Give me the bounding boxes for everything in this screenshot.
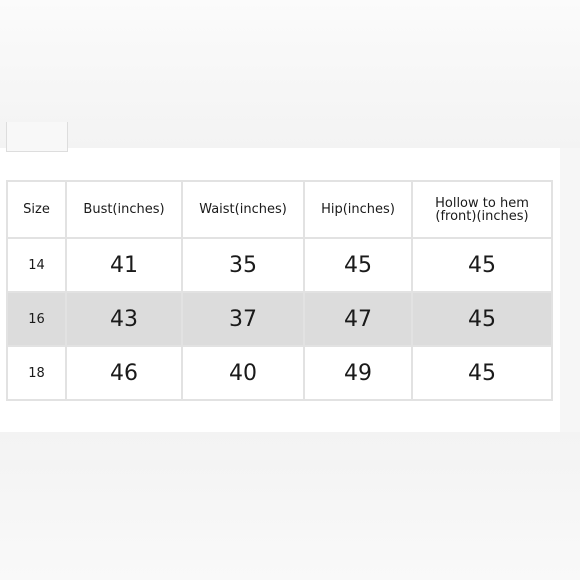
header-size: Size bbox=[7, 181, 66, 238]
cell-bust: 41 bbox=[66, 238, 182, 292]
page-header-background bbox=[0, 0, 580, 148]
cell-size: 14 bbox=[7, 238, 66, 292]
cell-hip: 45 bbox=[304, 238, 412, 292]
cell-size: 18 bbox=[7, 346, 66, 400]
cell-hollow-to-hem: 45 bbox=[412, 238, 552, 292]
table-header-row bbox=[7, 181, 552, 238]
table-row bbox=[7, 346, 552, 400]
page-footer-background bbox=[0, 432, 580, 580]
cell-hip: 47 bbox=[304, 292, 412, 346]
size-chart-table bbox=[6, 180, 553, 401]
table-row bbox=[7, 292, 552, 346]
header-bust: Bust(inches) bbox=[66, 181, 182, 238]
cell-hip: 49 bbox=[304, 346, 412, 400]
header-waist: Waist(inches) bbox=[182, 181, 304, 238]
header-hip: Hip(inches) bbox=[304, 181, 412, 238]
cell-waist: 37 bbox=[182, 292, 304, 346]
cell-hollow-to-hem: 45 bbox=[412, 346, 552, 400]
header-hollow-to-hem: Hollow to hem (front)(inches) bbox=[412, 181, 552, 238]
cell-bust: 46 bbox=[66, 346, 182, 400]
cell-hollow-to-hem: 45 bbox=[412, 292, 552, 346]
cell-waist: 35 bbox=[182, 238, 304, 292]
cell-bust: 43 bbox=[66, 292, 182, 346]
table-row bbox=[7, 238, 552, 292]
cell-waist: 40 bbox=[182, 346, 304, 400]
tab-stub[interactable] bbox=[6, 122, 68, 152]
cell-size: 16 bbox=[7, 292, 66, 346]
